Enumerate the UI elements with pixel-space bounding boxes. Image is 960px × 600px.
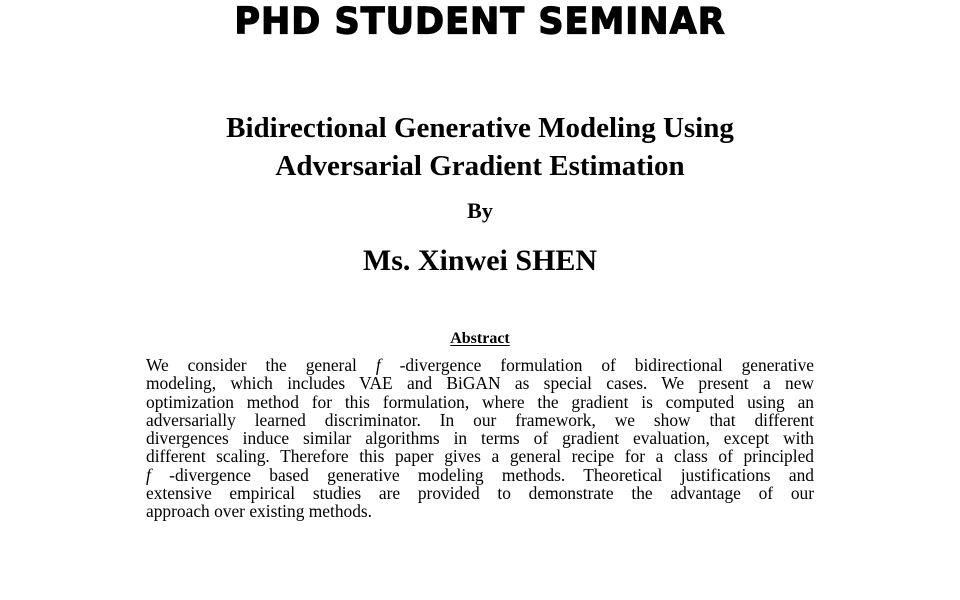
abstract-line (146, 466, 814, 484)
abstract-line (146, 447, 814, 465)
abstract-heading-text: Abstract (450, 330, 510, 347)
abstract-line (146, 393, 814, 411)
abstract-text: optimization method for this formulation, where the gradient is computed using an (146, 391, 814, 412)
talk-title-line-2: Adversarial Gradient Estimation (275, 150, 685, 182)
talk-title (0, 109, 960, 185)
abstract-line (146, 502, 814, 520)
abstract-heading (0, 329, 960, 349)
seminar-banner: PHD STUDENT SEMINAR (234, 1, 726, 43)
abstract-text: divergences induce similar algorithms in terms of gradient evaluation, except with (146, 428, 814, 449)
abstract-body (146, 356, 814, 521)
abstract-text: modeling, which includes VAE and BiGAN as special cases. We present a new (146, 373, 814, 394)
abstract-text: We consider the general (146, 355, 376, 375)
abstract-text: approach over existing methods. (146, 501, 373, 522)
abstract-text: different scaling. Therefore this paper gives a general recipe for a class of principled (146, 446, 814, 467)
abstract-text: adversarially learned discriminator. In our framework, we show that different (146, 409, 814, 430)
abstract-line (146, 374, 814, 392)
speaker-name: Ms. Xinwei SHEN (362, 244, 598, 277)
abstract-text: -divergence formulation of bidirectional generative (380, 355, 815, 375)
by-label: By (467, 198, 493, 223)
abstract-text: -divergence based generative modeling methods. Theoretical justifications and (150, 464, 814, 485)
abstract-text: extensive empirical studies are provided to demonstrate the advantage of our (146, 483, 814, 504)
abstract-line (146, 356, 814, 374)
talk-title-line-1: Bidirectional Generative Modeling Using (226, 112, 734, 144)
math-symbol-f: f (375, 355, 381, 375)
abstract-line (146, 429, 814, 447)
abstract-line (146, 484, 814, 502)
abstract-line (146, 411, 814, 429)
math-symbol-f: f (146, 464, 151, 485)
